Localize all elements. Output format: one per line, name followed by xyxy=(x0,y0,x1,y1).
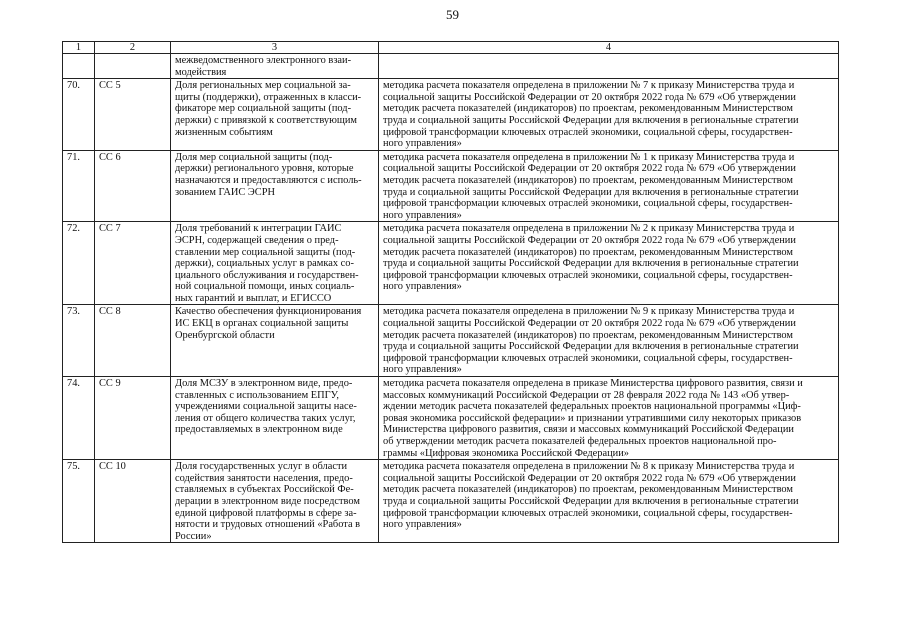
cell-line: методика расчета показателя определена в приказе Министерства цифрового развития, связи и xyxy=(383,378,803,390)
cell-line: социальной защиты Российской Федерации от 20 октября 2022 года № 679 «Об утверждении xyxy=(383,472,796,484)
indicators-table xyxy=(62,41,839,543)
cell-line: Доля мер социальной защиты (под- xyxy=(175,151,333,163)
cell-line: единой цифровой платформы в сфере за- xyxy=(175,507,357,519)
cell-line: межведомственного электронного взаи- xyxy=(175,55,352,66)
methodology-text xyxy=(379,305,839,377)
cell-line: труда и социальной защиты Российской Федерации для включения в региональные стратегии xyxy=(383,186,799,198)
cell-line: методика расчета показателя определена в приложении № 8 к приказу Министерства труда и xyxy=(383,461,795,473)
column-header-1: 1 xyxy=(63,42,95,54)
cell-line: ровая экономика российской федерации» и признании утратившими силу некоторых приказов xyxy=(383,412,802,424)
indicator-code: СС 10 xyxy=(95,460,171,543)
cell-line: труда и социальной защиты Российской Федерации для включения в региональные стратегии xyxy=(383,495,799,507)
cell-line: цифровой трансформации ключевых отраслей экономики, социальной сферы, государствен- xyxy=(383,126,793,138)
cell-line: Доля региональных мер социальной за- xyxy=(175,80,351,92)
row-number: 72. xyxy=(63,222,95,305)
cell-line: Доля требований к интеграции ГАИС xyxy=(175,223,342,235)
cell-line: ИС ЕКЦ в органах социальной защиты xyxy=(175,318,349,330)
cell-line: ных гарантий и выплат, и ЕГИССО xyxy=(175,292,332,304)
cell-line: Оренбургской области xyxy=(175,329,275,341)
row-number: 70. xyxy=(63,79,95,151)
cell-line: социальной защиты Российской Федерации от 20 октября 2022 года № 679 «Об утверждении xyxy=(383,91,796,103)
cell-line: методика расчета показателя определена в приложении № 7 к приказу Министерства труда и xyxy=(383,80,795,92)
column-header-4: 4 xyxy=(379,42,839,54)
cell-line: методик расчета показателей (индикаторов) по проектам, рекомендованным Министерством xyxy=(383,246,793,258)
column-header-3: 3 xyxy=(171,42,379,54)
cell-line: методик расчета показателей (индикаторов) по проектам, рекомендованным Министерством xyxy=(383,174,793,186)
cell-line: Министерства цифрового развития, связи и массовых коммуникаций Российской Федерации xyxy=(383,424,794,436)
table-row xyxy=(63,305,839,377)
cell-line: социальной защиты Российской Федерации от 20 октября 2022 года № 679 «Об утверждении xyxy=(383,318,796,330)
continuation-cell-4 xyxy=(379,54,839,79)
row-number: 74. xyxy=(63,377,95,460)
table-row xyxy=(63,150,839,222)
cell-line: ления от общего количества таких услуг, xyxy=(175,412,356,424)
cell-line: социальной защиты Российской Федерации от 20 октября 2022 года № 679 «Об утверждении xyxy=(383,234,796,246)
page-number: 59 xyxy=(446,7,459,22)
methodology-text xyxy=(379,377,839,460)
cell-line: ставлении мер социальной защиты (под- xyxy=(175,246,356,258)
continuation-cell-2 xyxy=(95,54,171,79)
cell-line: России» xyxy=(175,530,212,542)
table-header-row xyxy=(63,42,839,54)
indicator-code: СС 8 xyxy=(95,305,171,377)
methodology-text xyxy=(379,222,839,305)
indicator-code: СС 6 xyxy=(95,150,171,222)
cell-line: Качество обеспечения функционирования xyxy=(175,306,362,318)
cell-line: Доля МСЗУ в электронном виде, предо- xyxy=(175,378,353,390)
continuation-row xyxy=(63,54,839,79)
continuation-cell-3 xyxy=(171,54,379,79)
indicator-name xyxy=(171,150,379,222)
cell-line: цифровой трансформации ключевых отраслей экономики, социальной сферы, государствен- xyxy=(383,198,793,210)
table-row xyxy=(63,222,839,305)
cell-line: Доля государственных услуг в области xyxy=(175,461,348,473)
cell-line: держки) с привязкой к соответствующим xyxy=(175,114,357,126)
cell-line: методик расчета показателей (индикаторов) по проектам, рекомендованным Министерством xyxy=(383,329,793,341)
indicator-name xyxy=(171,305,379,377)
cell-line: зованием ГАИС ЭСРН xyxy=(175,186,276,198)
cell-line: граммы «Цифровая экономика Российской Федерации» xyxy=(383,447,629,459)
cell-line: ждении методик расчета показателей федеральных проектов национальной программы «Циф- xyxy=(383,401,801,413)
methodology-text xyxy=(379,460,839,543)
cell-line: методика расчета показателя определена в приложении № 2 к приказу Министерства труда и xyxy=(383,223,795,235)
indicator-code: СС 7 xyxy=(95,222,171,305)
methodology-text xyxy=(379,150,839,222)
cell-line: ного управления» xyxy=(383,519,462,531)
continuation-cell-1 xyxy=(63,54,95,79)
cell-line: методик расчета показателей (индикаторов) по проектам, рекомендованным Министерством xyxy=(383,484,793,496)
cell-line: ного управления» xyxy=(383,138,462,150)
cell-line: ставляемых в субъектах Российской Фе- xyxy=(175,484,354,496)
cell-line: об утверждении методик расчета показателей федеральных проектов национальной про- xyxy=(383,436,777,447)
table-row xyxy=(63,460,839,543)
cell-line: предоставляемых в электронном виде xyxy=(175,424,343,436)
cell-line: фикаторе мер социальной защиты (под- xyxy=(175,103,352,115)
table-row xyxy=(63,377,839,460)
cell-line: щиты (поддержки), отраженных в класси- xyxy=(175,91,362,103)
cell-line: социальной защиты Российской Федерации от 20 октября 2022 года № 679 «Об утверждении xyxy=(383,163,796,175)
cell-line: содействия занятости населения, предо- xyxy=(175,472,353,484)
indicator-name xyxy=(171,377,379,460)
cell-line: циального обслуживания и государствен- xyxy=(175,269,359,281)
cell-line: дерации в электронном виде посредством xyxy=(175,495,360,507)
indicator-code: СС 5 xyxy=(95,79,171,151)
indicator-name xyxy=(171,460,379,543)
cell-line: назначаются и предоставляются с исполь- xyxy=(175,174,362,186)
row-number: 73. xyxy=(63,305,95,377)
cell-line: ной социальной помощи, иных социаль- xyxy=(175,281,355,293)
column-header-2: 2 xyxy=(95,42,171,54)
cell-line: нятости и трудовых отношений «Работа в xyxy=(175,519,361,531)
cell-line: труда и социальной защиты Российской Федерации для включения в региональные стратегии xyxy=(383,341,799,353)
indicator-name xyxy=(171,222,379,305)
cell-line: держки) регионального уровня, которые xyxy=(175,163,354,175)
cell-line: ЭСРН, содержащей сведения о пред- xyxy=(175,234,339,246)
row-number: 71. xyxy=(63,150,95,222)
cell-line: ного управления» xyxy=(383,209,462,221)
cell-line: учреждениями социальной защиты насе- xyxy=(175,401,357,413)
cell-line: массовых коммуникаций Российской Федерации от 28 февраля 2022 года № 143 «Об утвер- xyxy=(383,389,790,401)
cell-line: цифровой трансформации ключевых отраслей экономики, социальной сферы, государствен- xyxy=(383,507,793,519)
cell-line: методика расчета показателя определена в приложении № 1 к приказу Министерства труда и xyxy=(383,151,795,163)
cell-line: ного управления» xyxy=(383,364,462,376)
row-number: 75. xyxy=(63,460,95,543)
cell-line: труда и социальной защиты Российской Федерации для включения в региональные стратегии xyxy=(383,114,799,126)
cell-line: труда и социальной защиты Российской Федерации для включения в региональные стратегии xyxy=(383,258,799,270)
cell-line: ставленных с использованием ЕПГУ, xyxy=(175,389,339,401)
cell-line: держки), социальных услуг в рамках со- xyxy=(175,258,354,270)
methodology-text xyxy=(379,79,839,151)
table-row xyxy=(63,79,839,151)
cell-line: методик расчета показателей (индикаторов) по проектам, рекомендованным Министерством xyxy=(383,103,793,115)
cell-line: жизненным событиям xyxy=(175,126,273,138)
indicator-name xyxy=(171,79,379,151)
cell-line: методика расчета показателя определена в приложении № 9 к приказу Министерства труда и xyxy=(383,306,795,318)
indicator-code: СС 9 xyxy=(95,377,171,460)
cell-line: модействия xyxy=(175,66,227,78)
cell-line: цифровой трансформации ключевых отраслей экономики, социальной сферы, государствен- xyxy=(383,269,793,281)
cell-line: ного управления» xyxy=(383,281,462,293)
cell-line: цифровой трансформации ключевых отраслей экономики, социальной сферы, государствен- xyxy=(383,352,793,364)
